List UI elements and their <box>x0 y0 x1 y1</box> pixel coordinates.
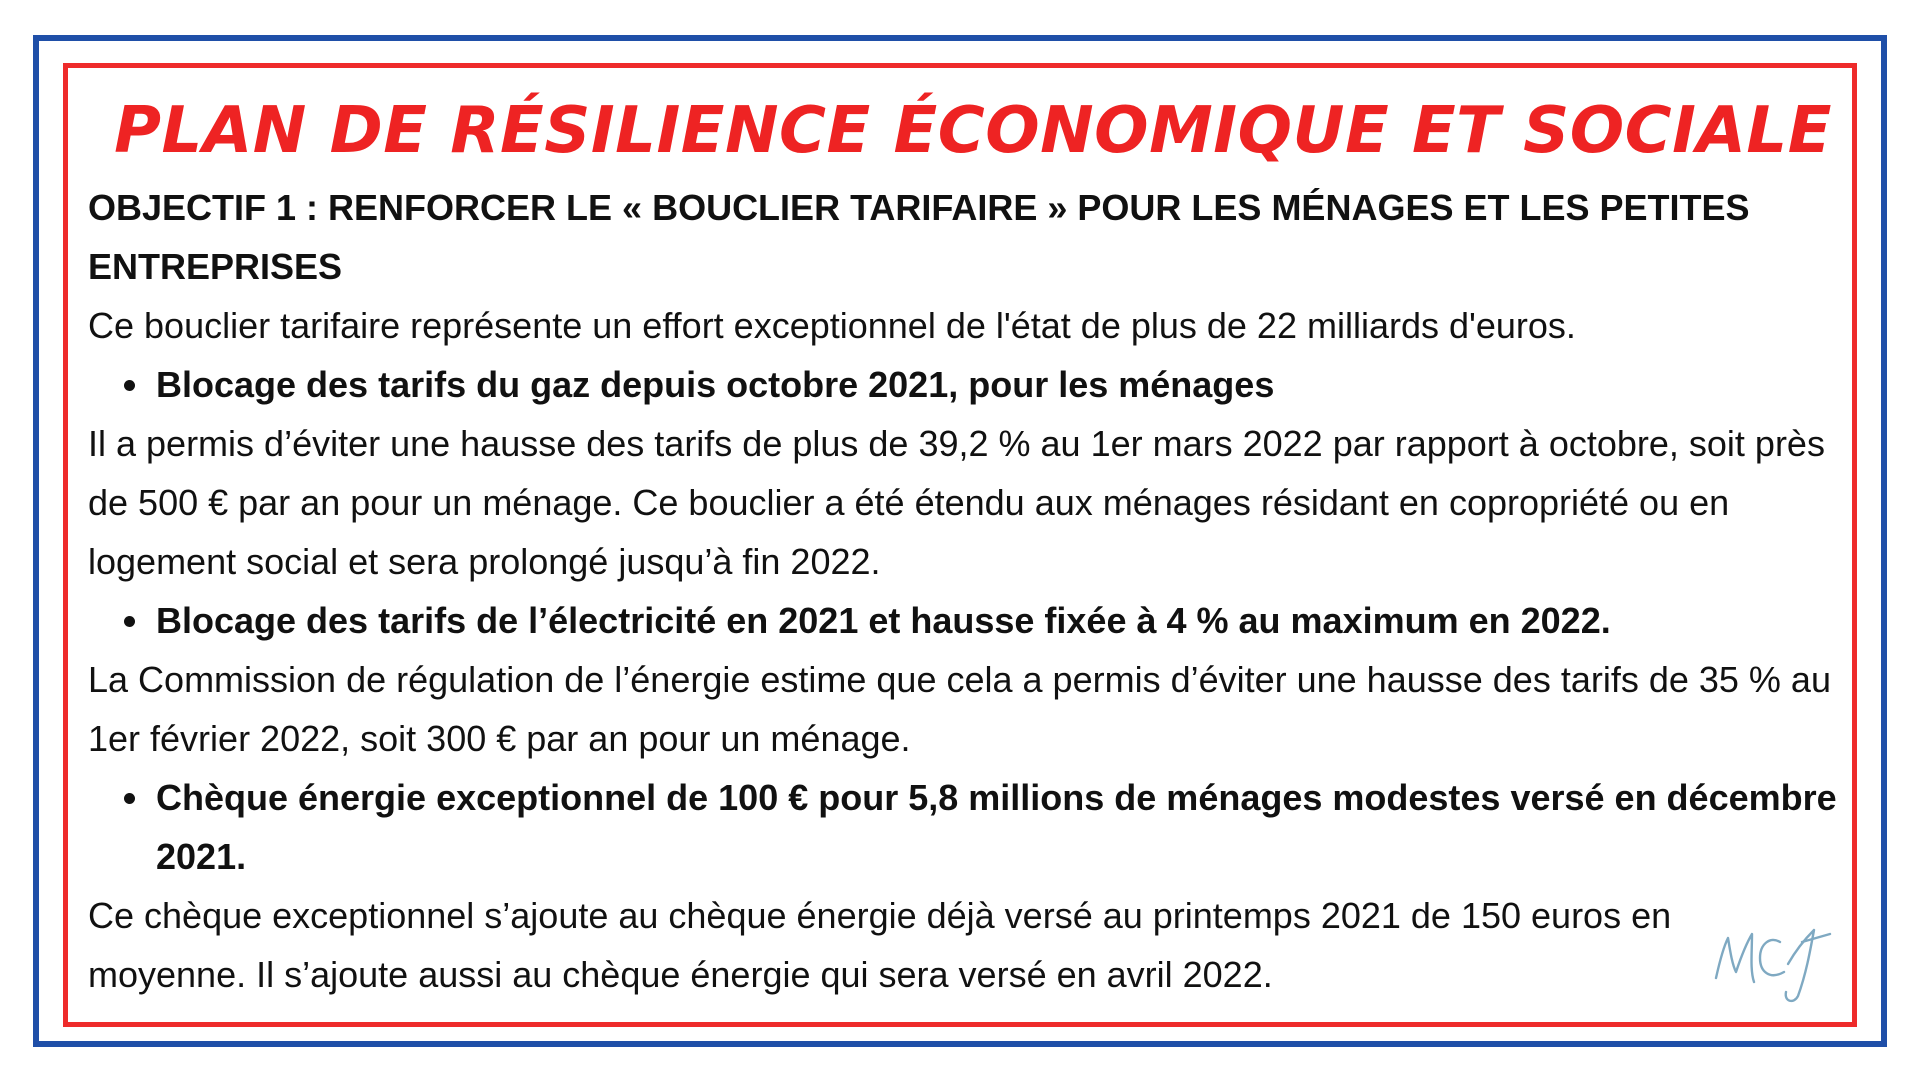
section-heading-gas: Blocage des tarifs du gaz depuis octobre 2021, pour les ménages <box>88 355 1848 414</box>
section-text-electricity: La Commission de régulation de l’énergie estime que cela a permis d’éviter une hausse des tarifs de 35 % au 1er février 2022, soit 300 € par an pour un ménage. <box>88 659 1831 759</box>
document-content <box>88 86 1848 1004</box>
intro-paragraph: Ce bouclier tarifaire représente un effort exceptionnel de l'état de plus de 22 milliards d'euros. <box>88 305 1576 346</box>
objective-heading: OBJECTIF 1 : RENFORCER LE « BOUCLIER TARIFAIRE » POUR LES MÉNAGES ET LES PETITES ENTREPRISES <box>88 187 1750 287</box>
section-text-gas: Il a permis d’éviter une hausse des tarifs de plus de 39,2 % au 1er mars 2022 par rapport à octobre, soit près de 500 € par an pour un ménage. Ce bouclier a été étendu aux ménages résidant en copropriété ou en logement social et sera prolongé jusqu’à fin 2022. <box>88 423 1825 582</box>
section-heading-electricity: Blocage des tarifs de l’électricité en 2021 et hausse fixée à 4 % au maximum en 2022. <box>88 591 1848 650</box>
page-title: PLAN DE RÉSILIENCE ÉCONOMIQUE ET SOCIALE <box>114 94 1832 168</box>
signature-logo <box>1710 920 1838 1010</box>
section-heading-energy-check: Chèque énergie exceptionnel de 100 € pour 5,8 millions de ménages modestes versé en décembre 2021. <box>88 768 1848 886</box>
section-text-energy-check: Ce chèque exceptionnel s’ajoute au chèque énergie déjà versé au printemps 2021 de 150 euros en moyenne. Il s’ajoute aussi au chèque énergie qui sera versé en avril 2022. <box>88 895 1672 995</box>
